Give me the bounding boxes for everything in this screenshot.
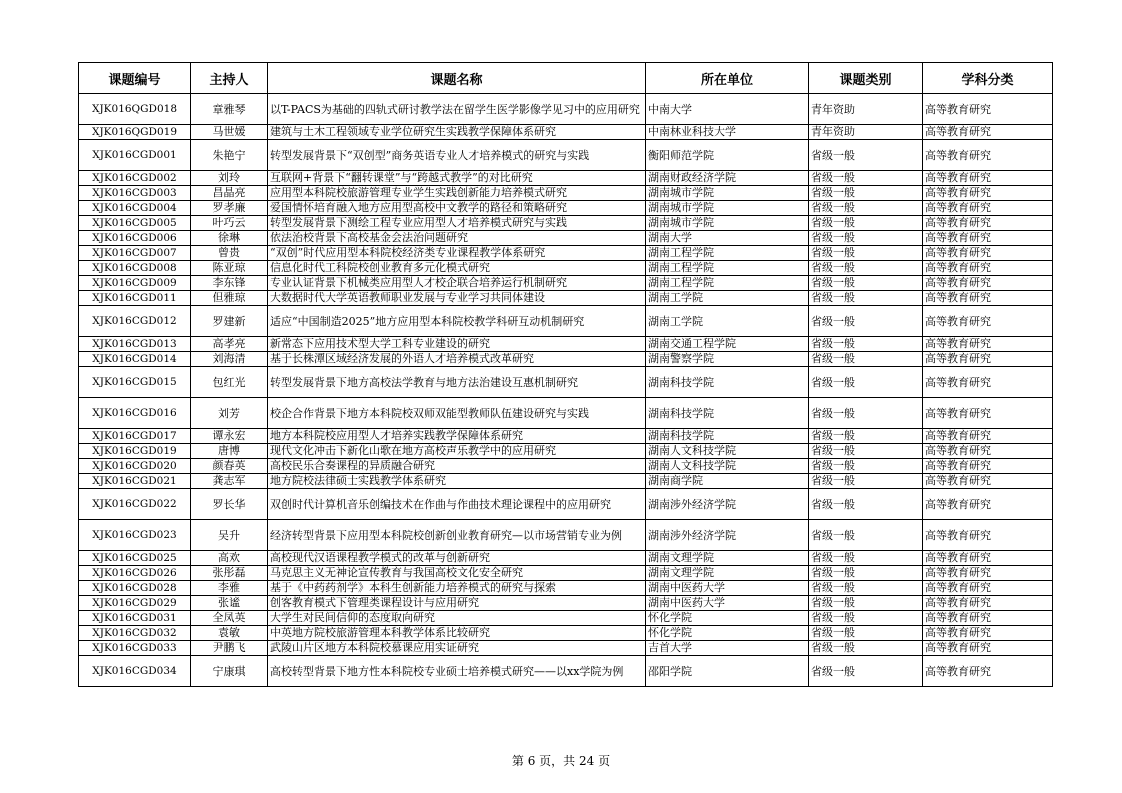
cell-field: 高等教育研究: [923, 566, 1053, 581]
cell-title: 创客教育模式下管理类课程设计与应用研究: [268, 596, 646, 611]
cell-code: XJK016CGD013: [79, 337, 191, 352]
cell-title: 应用型本科院校旅游管理专业学生实践创新能力培养模式研究: [268, 186, 646, 201]
cell-field: 高等教育研究: [923, 352, 1053, 367]
cell-type: 省级一般: [809, 611, 923, 626]
cell-code: XJK016CGD011: [79, 291, 191, 306]
cell-type: 省级一般: [809, 201, 923, 216]
cell-unit: 湖南警察学院: [646, 352, 809, 367]
cell-type: 省级一般: [809, 520, 923, 551]
table-row: [79, 551, 1053, 566]
cell-host: 高欢: [191, 551, 268, 566]
cell-host: 张谧: [191, 596, 268, 611]
table-row: [79, 201, 1053, 216]
table-row: [79, 656, 1053, 687]
cell-code: XJK016CGD026: [79, 566, 191, 581]
cell-title: 高校民乐合奏课程的异质融合研究: [268, 459, 646, 474]
cell-type: 省级一般: [809, 291, 923, 306]
cell-host: 刘海清: [191, 352, 268, 367]
cell-code: XJK016QGD018: [79, 94, 191, 125]
table-row: [79, 94, 1053, 125]
cell-type: 省级一般: [809, 398, 923, 429]
cell-field: 高等教育研究: [923, 261, 1053, 276]
cell-code: XJK016QGD019: [79, 125, 191, 140]
table-row: [79, 291, 1053, 306]
cell-unit: 中南林业科技大学: [646, 125, 809, 140]
table-row: [79, 246, 1053, 261]
cell-title: 地方本科院校应用型人才培养实践教学保障体系研究: [268, 429, 646, 444]
table-row: [79, 520, 1053, 551]
cell-type: 省级一般: [809, 140, 923, 171]
cell-code: XJK016CGD031: [79, 611, 191, 626]
cell-type: 省级一般: [809, 641, 923, 656]
cell-field: 高等教育研究: [923, 581, 1053, 596]
cell-unit: 湖南中医药大学: [646, 581, 809, 596]
cell-type: 省级一般: [809, 186, 923, 201]
cell-unit: 湖南涉外经济学院: [646, 520, 809, 551]
cell-title: 建筑与土木工程领域专业学位研究生实践教学保障体系研究: [268, 125, 646, 140]
cell-code: XJK016CGD020: [79, 459, 191, 474]
cell-code: XJK016CGD022: [79, 489, 191, 520]
cell-type: 省级一般: [809, 656, 923, 687]
cell-title: 经济转型背景下应用型本科院校创新创业教育研究—以市场营销专业为例: [268, 520, 646, 551]
cell-field: 高等教育研究: [923, 489, 1053, 520]
cell-unit: 怀化学院: [646, 626, 809, 641]
cell-field: 高等教育研究: [923, 140, 1053, 171]
cell-type: 省级一般: [809, 352, 923, 367]
cell-host: 袁敏: [191, 626, 268, 641]
cell-field: 高等教育研究: [923, 201, 1053, 216]
cell-host: 马世媛: [191, 125, 268, 140]
cell-title: 爱国情怀培育融入地方应用型高校中文教学的路径和策略研究: [268, 201, 646, 216]
cell-field: 高等教育研究: [923, 337, 1053, 352]
cell-type: 省级一般: [809, 246, 923, 261]
table-row: [79, 459, 1053, 474]
cell-title: 地方院校法律硕士实践教学体系研究: [268, 474, 646, 489]
cell-type: 省级一般: [809, 261, 923, 276]
cell-field: 高等教育研究: [923, 171, 1053, 186]
cell-field: 高等教育研究: [923, 306, 1053, 337]
table-row: [79, 641, 1053, 656]
cell-type: 省级一般: [809, 459, 923, 474]
cell-unit: 湖南城市学院: [646, 201, 809, 216]
cell-host: 徐琳: [191, 231, 268, 246]
cell-host: 章雅琴: [191, 94, 268, 125]
cell-unit: 湖南财政经济学院: [646, 171, 809, 186]
cell-unit: 湖南工学院: [646, 306, 809, 337]
cell-type: 省级一般: [809, 429, 923, 444]
cell-title: 依法治校背景下高校基金会法治问题研究: [268, 231, 646, 246]
cell-field: 高等教育研究: [923, 520, 1053, 551]
cell-field: 高等教育研究: [923, 656, 1053, 687]
cell-code: XJK016CGD006: [79, 231, 191, 246]
cell-title: 中英地方院校旅游管理本科教学体系比较研究: [268, 626, 646, 641]
cell-field: 高等教育研究: [923, 216, 1053, 231]
cell-host: 包红光: [191, 367, 268, 398]
cell-host: 唐博: [191, 444, 268, 459]
cell-unit: 湖南工程学院: [646, 246, 809, 261]
cell-type: 省级一般: [809, 566, 923, 581]
cell-unit: 湖南文理学院: [646, 551, 809, 566]
table-row: [79, 474, 1053, 489]
cell-code: XJK016CGD012: [79, 306, 191, 337]
cell-type: 省级一般: [809, 474, 923, 489]
cell-field: 高等教育研究: [923, 94, 1053, 125]
page-footer: 第 6 页，共 24 页: [511, 754, 611, 768]
cell-field: 高等教育研究: [923, 429, 1053, 444]
cell-host: 吴升: [191, 520, 268, 551]
cell-field: 高等教育研究: [923, 125, 1053, 140]
cell-code: XJK016CGD023: [79, 520, 191, 551]
cell-host: 李东锋: [191, 276, 268, 291]
cell-type: 省级一般: [809, 596, 923, 611]
cell-field: 高等教育研究: [923, 398, 1053, 429]
table-row: [79, 125, 1053, 140]
cell-unit: 湖南文理学院: [646, 566, 809, 581]
table-row: [79, 581, 1053, 596]
cell-unit: 湖南涉外经济学院: [646, 489, 809, 520]
header-unit: 所在单位: [646, 63, 809, 94]
cell-code: XJK016CGD014: [79, 352, 191, 367]
cell-host: 尹鹏飞: [191, 641, 268, 656]
table-row: [79, 337, 1053, 352]
cell-code: XJK016CGD034: [79, 656, 191, 687]
cell-host: 昌晶亮: [191, 186, 268, 201]
cell-title: 大学生对民间信仰的态度取向研究: [268, 611, 646, 626]
cell-unit: 湖南科技学院: [646, 398, 809, 429]
cell-field: 高等教育研究: [923, 611, 1053, 626]
header-row: [79, 63, 1053, 94]
cell-code: XJK016CGD015: [79, 367, 191, 398]
cell-code: XJK016CGD028: [79, 581, 191, 596]
table-row: [79, 171, 1053, 186]
cell-unit: 邵阳学院: [646, 656, 809, 687]
cell-host: 曾贵: [191, 246, 268, 261]
cell-code: XJK016CGD033: [79, 641, 191, 656]
cell-title: 高校现代汉语课程教学模式的改革与创新研究: [268, 551, 646, 566]
cell-title: 马克思主义无神论宣传教育与我国高校文化安全研究: [268, 566, 646, 581]
cell-title: 双创时代计算机音乐创编技术在作曲与作曲技术理论课程中的应用研究: [268, 489, 646, 520]
cell-host: 朱艳宁: [191, 140, 268, 171]
cell-code: XJK016CGD008: [79, 261, 191, 276]
cell-host: 高孝亮: [191, 337, 268, 352]
table-row: [79, 398, 1053, 429]
cell-unit: 湖南商学院: [646, 474, 809, 489]
cell-unit: 湖南大学: [646, 231, 809, 246]
cell-code: XJK016CGD017: [79, 429, 191, 444]
table-row: [79, 611, 1053, 626]
table-row: [79, 231, 1053, 246]
cell-code: XJK016CGD029: [79, 596, 191, 611]
cell-field: 高等教育研究: [923, 291, 1053, 306]
cell-unit: 湖南科技学院: [646, 367, 809, 398]
cell-type: 青年资助: [809, 125, 923, 140]
cell-unit: 湖南城市学院: [646, 216, 809, 231]
table-row: [79, 186, 1053, 201]
cell-type: 省级一般: [809, 626, 923, 641]
cell-code: XJK016CGD021: [79, 474, 191, 489]
cell-title: 基于《中药药剂学》本科生创新能力培养模式的研究与探索: [268, 581, 646, 596]
cell-field: 高等教育研究: [923, 474, 1053, 489]
cell-title: “双创”时代应用型本科院校经济类专业课程教学体系研究: [268, 246, 646, 261]
cell-type: 省级一般: [809, 337, 923, 352]
header-title: 课题名称: [268, 63, 646, 94]
cell-field: 高等教育研究: [923, 276, 1053, 291]
cell-title: 以T-PACS为基础的四轨式研讨教学法在留学生医学影像学见习中的应用研究: [268, 94, 646, 125]
cell-host: 刘芳: [191, 398, 268, 429]
cell-code: XJK016CGD003: [79, 186, 191, 201]
cell-host: 但雅琼: [191, 291, 268, 306]
cell-code: XJK016CGD025: [79, 551, 191, 566]
cell-unit: 湖南交通工程学院: [646, 337, 809, 352]
header-type: 课题类别: [809, 63, 923, 94]
table-row: [79, 596, 1053, 611]
cell-title: 适应“中国制造2025”地方应用型本科院校教学科研互动机制研究: [268, 306, 646, 337]
cell-type: 省级一般: [809, 276, 923, 291]
cell-host: 李雅: [191, 581, 268, 596]
cell-type: 省级一般: [809, 306, 923, 337]
cell-host: 颜春英: [191, 459, 268, 474]
cell-unit: 湖南人文科技学院: [646, 459, 809, 474]
cell-title: 高校转型背景下地方性本科院校专业硕士培养模式研究——以xx学院为例: [268, 656, 646, 687]
cell-title: 新常态下应用技术型大学工科专业建设的研究: [268, 337, 646, 352]
cell-code: XJK016CGD004: [79, 201, 191, 216]
cell-title: 现代文化冲击下新化山歌在地方高校声乐教学中的应用研究: [268, 444, 646, 459]
cell-code: XJK016CGD007: [79, 246, 191, 261]
table-row: [79, 489, 1053, 520]
cell-unit: 湖南工程学院: [646, 276, 809, 291]
cell-unit: 湖南人文科技学院: [646, 444, 809, 459]
cell-type: 省级一般: [809, 581, 923, 596]
cell-type: 省级一般: [809, 444, 923, 459]
cell-type: 省级一般: [809, 216, 923, 231]
table-row: [79, 566, 1053, 581]
cell-field: 高等教育研究: [923, 367, 1053, 398]
header-code: 课题编号: [79, 63, 191, 94]
cell-code: XJK016CGD016: [79, 398, 191, 429]
cell-unit: 吉首大学: [646, 641, 809, 656]
cell-type: 青年资助: [809, 94, 923, 125]
header-host: 主持人: [191, 63, 268, 94]
cell-host: 罗孝廉: [191, 201, 268, 216]
cell-title: 武陵山片区地方本科院校慕课应用实证研究: [268, 641, 646, 656]
table-row: [79, 367, 1053, 398]
cell-unit: 湖南科技学院: [646, 429, 809, 444]
cell-host: 罗建新: [191, 306, 268, 337]
cell-host: 龚志军: [191, 474, 268, 489]
cell-type: 省级一般: [809, 231, 923, 246]
cell-field: 高等教育研究: [923, 641, 1053, 656]
table-row: [79, 444, 1053, 459]
cell-type: 省级一般: [809, 171, 923, 186]
cell-code: XJK016CGD001: [79, 140, 191, 171]
cell-title: 互联网+背景下“翻转课堂”与“跨越式教学”的对比研究: [268, 171, 646, 186]
cell-unit: 湖南中医药大学: [646, 596, 809, 611]
cell-code: XJK016CGD002: [79, 171, 191, 186]
cell-unit: 怀化学院: [646, 611, 809, 626]
cell-title: 信息化时代工科院校创业教育多元化模式研究: [268, 261, 646, 276]
cell-host: 罗长华: [191, 489, 268, 520]
cell-title: 转型发展背景下测绘工程专业应用型人才培养模式研究与实践: [268, 216, 646, 231]
cell-host: 张彤磊: [191, 566, 268, 581]
cell-field: 高等教育研究: [923, 444, 1053, 459]
cell-unit: 湖南工学院: [646, 291, 809, 306]
cell-host: 全凤英: [191, 611, 268, 626]
cell-field: 高等教育研究: [923, 186, 1053, 201]
cell-title: 基于长株潭区域经济发展的外语人才培养模式改革研究: [268, 352, 646, 367]
cell-field: 高等教育研究: [923, 246, 1053, 261]
cell-unit: 湖南城市学院: [646, 186, 809, 201]
cell-type: 省级一般: [809, 489, 923, 520]
table-row: [79, 306, 1053, 337]
cell-unit: 湖南工程学院: [646, 261, 809, 276]
cell-field: 高等教育研究: [923, 459, 1053, 474]
cell-unit: 中南大学: [646, 94, 809, 125]
table-row: [79, 140, 1053, 171]
cell-code: XJK016CGD005: [79, 216, 191, 231]
project-table: [78, 62, 1053, 687]
cell-type: 省级一般: [809, 551, 923, 566]
header-field: 学科分类: [923, 63, 1053, 94]
cell-code: XJK016CGD032: [79, 626, 191, 641]
table-row: [79, 216, 1053, 231]
cell-title: 转型发展背景下“双创型”商务英语专业人才培养模式的研究与实践: [268, 140, 646, 171]
table-row: [79, 352, 1053, 367]
cell-host: 谭永宏: [191, 429, 268, 444]
table-row: [79, 261, 1053, 276]
cell-code: XJK016CGD009: [79, 276, 191, 291]
cell-code: XJK016CGD019: [79, 444, 191, 459]
table-row: [79, 626, 1053, 641]
cell-host: 刘玲: [191, 171, 268, 186]
cell-field: 高等教育研究: [923, 231, 1053, 246]
cell-title: 专业认证背景下机械类应用型人才校企联合培养运行机制研究: [268, 276, 646, 291]
cell-field: 高等教育研究: [923, 596, 1053, 611]
cell-title: 转型发展背景下地方高校法学教育与地方法治建设互惠机制研究: [268, 367, 646, 398]
table-row: [79, 429, 1053, 444]
cell-field: 高等教育研究: [923, 551, 1053, 566]
cell-unit: 衡阳师范学院: [646, 140, 809, 171]
cell-field: 高等教育研究: [923, 626, 1053, 641]
cell-title: 大数据时代大学英语教师职业发展与专业学习共同体建设: [268, 291, 646, 306]
cell-host: 宁康琪: [191, 656, 268, 687]
cell-host: 陈亚琼: [191, 261, 268, 276]
cell-type: 省级一般: [809, 367, 923, 398]
cell-title: 校企合作背景下地方本科院校双师双能型教师队伍建设研究与实践: [268, 398, 646, 429]
cell-host: 叶巧云: [191, 216, 268, 231]
table-row: [79, 276, 1053, 291]
